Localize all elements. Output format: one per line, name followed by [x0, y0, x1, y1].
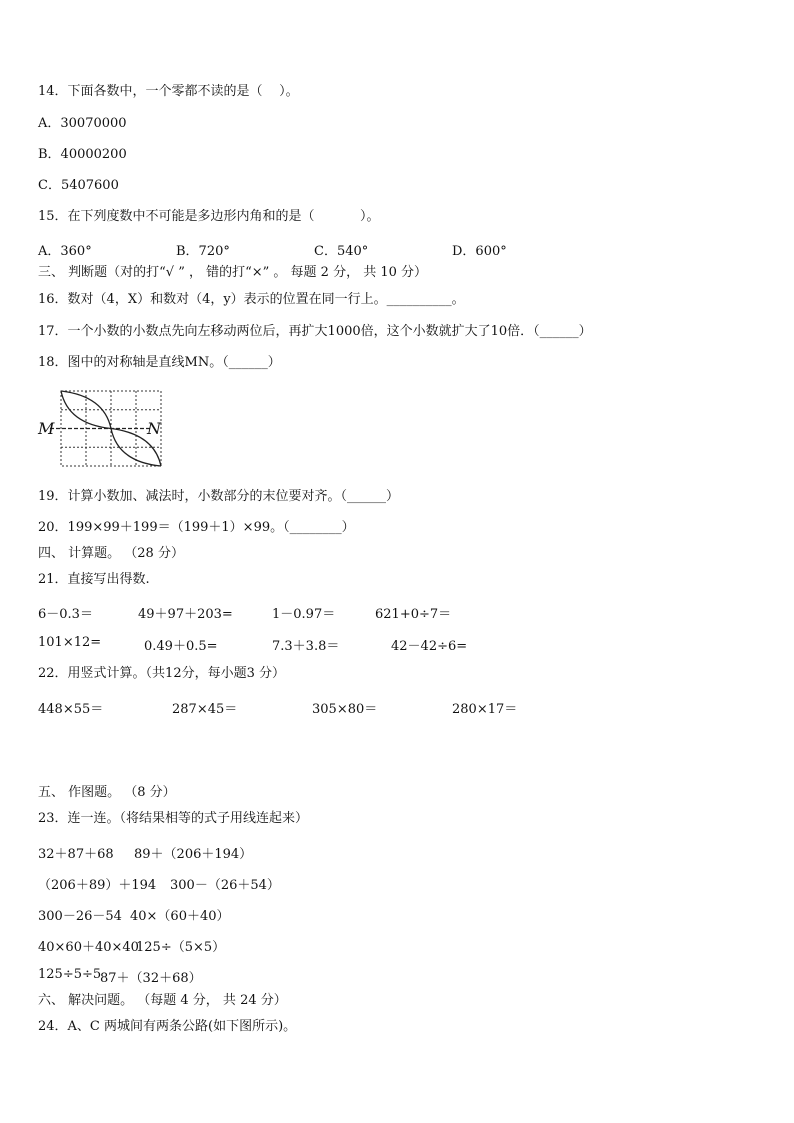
q23-left: （206＋89）＋194	[38, 878, 157, 893]
q17: 17．一个小数的小数点先向左移动两位后，再扩大1000倍，这个小数就扩大了10倍．（______）	[38, 324, 592, 339]
q21-item: 0.49＋0.5=	[144, 639, 218, 654]
q23-row	[38, 967, 758, 986]
q23-row	[38, 936, 758, 955]
q15-options	[38, 240, 758, 259]
section6-heading: 六、 解决问题。 （每题 4 分， 共 24 分）	[38, 993, 287, 1008]
section4-heading: 四、 计算题。 （28 分）	[38, 546, 184, 561]
q23-row	[38, 905, 758, 924]
q21-item: 49＋97＋203=	[138, 607, 233, 622]
q23-row	[38, 874, 758, 893]
label-m: M	[38, 419, 55, 438]
q22-stem: 22．用竖式计算。（共12分，每小题3 分）	[38, 666, 285, 681]
q14-stem: 14．下面各数中，一个零都不读的是（ ）。	[38, 84, 299, 99]
q21-row2	[38, 635, 758, 654]
q21-item: 42－42÷6=	[391, 639, 468, 654]
q22-item: 305×80＝	[312, 702, 378, 717]
q15-stem: 15．在下列度数中不可能是多边形内角和的是（ ）。	[38, 209, 380, 224]
q21-stem: 21．直接写出得数.	[38, 572, 150, 587]
q22-items	[38, 698, 758, 717]
q23-right: 89＋（206＋194）	[134, 847, 253, 862]
q15-option-a: A．360°	[38, 244, 92, 259]
q23-right: 87＋（32＋68）	[100, 971, 202, 986]
label-n: N	[147, 419, 161, 438]
q15-option-c: C．540°	[314, 244, 369, 259]
q20: 20．199×99＋199＝（199＋1）×99。（________）	[38, 520, 355, 535]
q14-option-b: B．40000200	[38, 147, 127, 162]
q21-item: 1－0.97＝	[272, 607, 336, 622]
q15-option-b: B．720°	[176, 244, 230, 259]
q21-item: 101×12=	[38, 635, 102, 650]
q23-left: 40×60＋40×40	[38, 940, 139, 955]
q21-item: 621+0÷7＝	[375, 607, 452, 622]
q21-row1	[38, 603, 758, 622]
q23-left: 125÷5÷5	[38, 967, 102, 982]
section3-heading: 三、 判断题（对的打“√ ” ， 错的打“×” 。 每题 2 分， 共 10 分）	[38, 265, 428, 280]
q21-item: 6－0.3＝	[38, 607, 93, 622]
q24: 24．A、C 两城间有两条公路(如下图所示)。	[38, 1019, 297, 1034]
q23-right: 300－（26＋54）	[170, 878, 280, 893]
section5-heading: 五、 作图题。 （8 分）	[38, 785, 176, 800]
q19: 19．计算小数加、减法时，小数部分的末位要对齐。（______）	[38, 489, 400, 504]
q23-row	[38, 843, 758, 862]
symmetry-figure	[36, 386, 166, 472]
q15-option-d: D．600°	[452, 244, 507, 259]
q18-stem: 18．图中的对称轴是直线MN。（______）	[38, 355, 281, 370]
q22-item: 280×17＝	[452, 702, 518, 717]
q22-item: 287×45＝	[172, 702, 238, 717]
q23-right: 125÷（5×5）	[136, 940, 226, 955]
q23-right: 40×（60＋40）	[130, 909, 230, 924]
q23-left: 32＋87＋68	[38, 847, 114, 862]
q23-stem: 23．连一连。（将结果相等的式子用线连起来）	[38, 811, 309, 826]
q23-left: 300－26－54	[38, 909, 122, 924]
q21-item: 7.3＋3.8＝	[272, 639, 340, 654]
q16: 16．数对（4，X）和数对（4，y）表示的位置在同一行上。__________。	[38, 292, 465, 307]
q14-option-c: C．5407600	[38, 178, 119, 193]
q14-option-a: A．30070000	[38, 116, 127, 131]
q22-item: 448×55＝	[38, 702, 104, 717]
